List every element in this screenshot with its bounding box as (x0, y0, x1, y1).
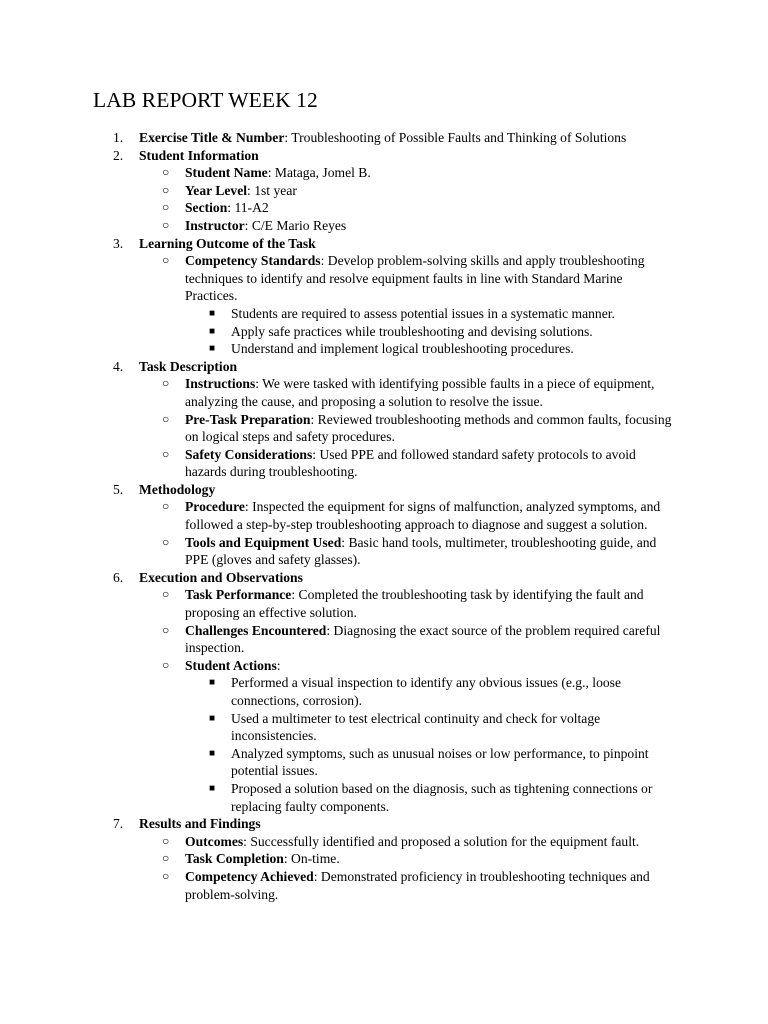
report-content (0, 129, 768, 903)
section-number: 3. (113, 235, 124, 251)
report-section (0, 481, 768, 569)
item-text: : Used PPE and followed standard safety protocols to avoid hazards during troubleshooting. (185, 446, 636, 480)
hollow-circle-bullet-icon: ○ (162, 587, 170, 602)
list-item (162, 199, 676, 217)
item-list (139, 375, 676, 481)
item-text: : C/E Mario Reyes (244, 217, 347, 233)
item-label: Competency Standards (185, 253, 321, 269)
subitem-list (185, 305, 676, 358)
section-title: Learning Outcome of the Task (139, 235, 316, 251)
subitem (209, 305, 676, 323)
item-label: Instructor (185, 217, 245, 233)
item-list (139, 586, 676, 815)
hollow-circle-bullet-icon: ○ (162, 376, 170, 391)
section-title: Exercise Title & Number (139, 130, 285, 145)
subitem-text: Understand and implement logical troubleshooting procedures. (231, 341, 574, 357)
report-section (0, 358, 768, 481)
list-item (162, 446, 676, 481)
item-text: : Reviewed troubleshooting methods and common faults, focusing on logical steps and safety procedures. (185, 411, 672, 445)
hollow-circle-bullet-icon: ○ (162, 411, 170, 426)
item-label: Competency Achieved (185, 868, 314, 884)
item-label: Challenges Encountered (185, 622, 327, 638)
subitem (209, 674, 676, 709)
section-list (0, 129, 768, 903)
document-title: LAB REPORT WEEK 12 (93, 88, 318, 112)
item-text: : Diagnosing the exact source of the problem required careful inspection. (185, 622, 661, 656)
list-item (162, 622, 676, 657)
item-text: : 1st year (247, 182, 297, 198)
hollow-circle-bullet-icon: ○ (162, 534, 170, 549)
section-number: 5. (113, 481, 124, 497)
list-item (162, 164, 676, 182)
subitem-text: Students are required to assess potential issues in a systematic manner. (231, 305, 615, 321)
section-text: : Troubleshooting of Possible Faults and Thinking of Solutions (284, 130, 627, 145)
report-section (0, 147, 768, 235)
subitem-text: Apply safe practices while troubleshooting and devising solutions. (231, 323, 593, 339)
hollow-circle-bullet-icon: ○ (162, 253, 170, 268)
item-text: : Inspected the equipment for signs of malfunction, analyzed symptoms, and followed a step-by-step troubleshooting approach to diagnose and suggest a solution. (185, 499, 661, 533)
hollow-circle-bullet-icon: ○ (162, 217, 170, 232)
list-item (162, 833, 676, 851)
list-item (162, 182, 676, 200)
item-label: Instructions (185, 376, 256, 392)
section-number: 2. (113, 147, 124, 163)
subitem (209, 745, 676, 780)
list-item (162, 868, 676, 903)
subitem-text: Analyzed symptoms, such as unusual noises or low performance, to pinpoint potential issues. (231, 745, 649, 779)
subitem-text: Used a multimeter to test electrical continuity and check for voltage inconsistencies. (231, 710, 601, 744)
item-label: Safety Considerations (185, 446, 313, 462)
item-text: : Mataga, Jomel B. (267, 165, 371, 181)
item-text: : Completed the troubleshooting task by identifying the fault and proposing an effective solution. (185, 587, 644, 621)
hollow-circle-bullet-icon: ○ (162, 499, 170, 514)
hollow-circle-bullet-icon: ○ (162, 200, 170, 215)
item-label: Outcomes (185, 833, 244, 849)
square-bullet-icon: ■ (209, 677, 216, 689)
item-list (139, 833, 676, 903)
report-section (0, 815, 768, 903)
list-item (162, 850, 676, 868)
item-label: Student Name (185, 165, 268, 181)
hollow-circle-bullet-icon: ○ (162, 657, 170, 672)
hollow-circle-bullet-icon: ○ (162, 165, 170, 180)
list-item (162, 411, 676, 446)
list-item (162, 217, 676, 235)
square-bullet-icon: ■ (209, 712, 216, 724)
section-title: Methodology (139, 481, 216, 497)
section-title: Task Description (139, 358, 238, 374)
item-text: : Successfully identified and proposed a solution for the equipment fault. (243, 833, 640, 849)
subitem-text: Proposed a solution based on the diagnosis, such as tightening connections or replacing faulty components. (231, 780, 653, 814)
hollow-circle-bullet-icon: ○ (162, 851, 170, 866)
subitem-text: Performed a visual inspection to identify any obvious issues (e.g., loose connections, corrosion). (231, 675, 621, 708)
list-item (162, 586, 676, 621)
item-label: Tools and Equipment Used (185, 534, 342, 550)
list-item (162, 534, 676, 569)
report-section (0, 235, 768, 358)
item-label: Student Actions (185, 657, 277, 673)
report-section (0, 129, 768, 147)
report-section (0, 569, 768, 815)
subitem-list (185, 674, 676, 815)
section-title: Execution and Observations (139, 569, 303, 585)
subitem (209, 710, 676, 745)
item-text: : Demonstrated proficiency in troubleshooting techniques and problem-solving. (185, 868, 650, 902)
item-label: Procedure (185, 499, 245, 515)
item-text: : (276, 657, 281, 673)
item-text: : On-time. (283, 851, 340, 867)
item-label: Task Performance (185, 587, 292, 603)
hollow-circle-bullet-icon: ○ (162, 868, 170, 883)
list-item (162, 252, 676, 358)
hollow-circle-bullet-icon: ○ (162, 833, 170, 848)
item-text: : We were tasked with identifying possible faults in a piece of equipment, analyzing the cause, and proposing a solution to resolve the issue. (185, 376, 655, 409)
square-bullet-icon: ■ (209, 325, 216, 337)
hollow-circle-bullet-icon: ○ (162, 622, 170, 637)
square-bullet-icon: ■ (209, 747, 216, 759)
hollow-circle-bullet-icon: ○ (162, 182, 170, 197)
section-title: Student Information (139, 147, 259, 163)
square-bullet-icon: ■ (209, 782, 216, 794)
subitem (209, 323, 676, 341)
item-label: Task Completion (185, 851, 284, 867)
list-item (162, 498, 676, 533)
item-text: : Develop problem-solving skills and apply troubleshooting techniques to identify and resolve equipment faults in line with Standard Marine Practices. (185, 253, 645, 304)
section-number: 1. (113, 130, 124, 145)
item-list (139, 252, 676, 358)
item-label: Section (185, 200, 228, 216)
item-list (139, 498, 676, 568)
item-text: : 11-A2 (227, 200, 269, 216)
subitem (209, 780, 676, 815)
section-number: 6. (113, 569, 124, 585)
hollow-circle-bullet-icon: ○ (162, 446, 170, 461)
section-title: Results and Findings (139, 816, 261, 832)
item-label: Pre-Task Preparation (185, 411, 311, 427)
section-number: 4. (113, 358, 124, 374)
square-bullet-icon: ■ (209, 343, 216, 355)
item-label: Year Level (185, 182, 248, 198)
square-bullet-icon: ■ (209, 307, 216, 319)
subitem (209, 340, 676, 358)
item-text: : Basic hand tools, multimeter, troubleshooting guide, and PPE (gloves and safety glasses). (185, 534, 657, 568)
list-item (162, 657, 676, 815)
item-list (139, 164, 676, 234)
list-item (162, 375, 676, 410)
section-number: 7. (113, 816, 124, 832)
